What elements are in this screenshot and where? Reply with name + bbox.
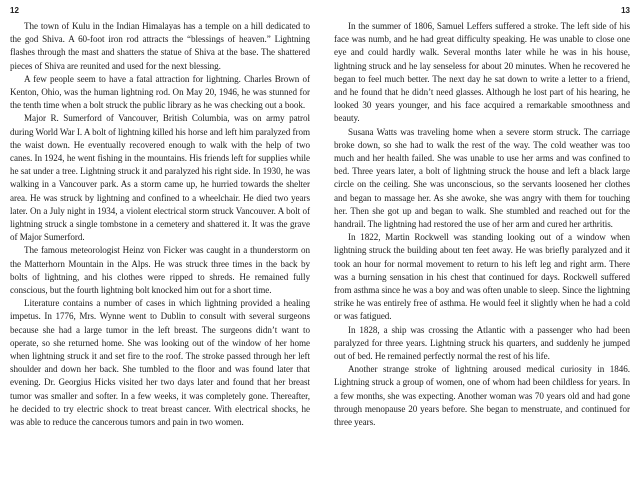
left-page — [10, 6, 310, 486]
right-page-body — [334, 20, 630, 429]
page-number-right: 13 — [621, 6, 630, 15]
paragraph-heinz-von-ficker: The famous meteorologist Heinz von Ficker was caught in a thunderstorm on the Matterhorn Mountain in the Alps. He was struck three times in the back by bolts of lightning, and his clothes were ripped to shreds. He remained fully conscious, but the fourth lightning bolt knocked him out for a short time. — [10, 245, 310, 296]
left-page-body — [10, 20, 310, 429]
paragraph-martin-rockwell: In 1822, Martin Rockwell was standing looking out of a window when lightning struck the building about ten feet away. He was briefly paralyzed and it took an hour for normal movement to return to his left leg and right arm. There was a burning sensation in his chest that continued for days. Rockwell suffered from asthma since he was a boy and was often unable to sleep. Since the lightning strike he was entirely free of asthma. He would feel it slightly when he had a cold or was fatigued. — [334, 232, 630, 322]
paragraph-samuel-leffers: In the summer of 1806, Samuel Leffers suffered a stroke. The left side of his face was numb, and he had great difficulty speaking. He was unable to close one eye and could hardly walk. Several months later while he was in his house, lightning struck and he lay senseless for about 20 minutes. When he recovered he began to feel much better. The next day he sat down to write a letter to a friend, and he found that he didn’t need glasses. Although he lost part of his hearing, he looked 30 years younger, and his face acquired a remarkable smoothness and beauty. — [334, 21, 630, 124]
paragraph-susana-watts: Susana Watts was traveling home when a severe storm struck. The carriage broke down, so she had to walk the rest of the way. The cold weather was too much and her health failed. She was unable to use her arms and was confined to bed. Three years later, a bolt of lightning struck the house and left a black large circle on the ceiling. She was unconscious, so the servants loosened her clothes and began to massage her. As she awoke, she was angry with them for touching her. Then she got up and began to walk. She stumbled and reached out for the handrail. The lightning had restored the use of her arm and cured her arthritis. — [334, 126, 630, 230]
paragraph-group-of-women: Another strange stroke of lightning aroused medical curiosity in 1846. Lightning struck a group of women, one of whom had been childless for years. In a few months, she was expecting. Another woman was 70 years old and had gone through menopause 20 years before. She began to menstruate, and continued for three years. — [334, 364, 630, 428]
paragraph-major-sumerford: Major R. Sumerford of Vancouver, British Columbia, was on army patrol during World War I. A bolt of lightning killed his horse and left him paralyzed from the waist down. He eventually recovered enough to walk with the help of two canes. In 1924, he went fishing in the mountains. His friends left for supplies while he sat under a tree. Lightning struck it and paralyzed his right side. In 1930, he was walking in a Vancouver park. As a storm came up, he hurried towards the shelter area. He was struck by lightning and confined to a wheelchair. He died two years later. On a July night in 1934, a violent electrical storm struck Vancouver. A bolt of lightning struck a single tombstone in a cemetery and shattered it. It was the grave of Major Sumerford. — [10, 113, 310, 243]
paragraph-kulu-temple: The town of Kulu in the Indian Himalayas has a temple on a hill dedicated to the god Shiva. A 60-foot iron rod attracts the “blessings of heaven.” Lightning flashes through the mast and shatters the statue of Shiva at the base. The shattered pieces of Shiva are reunited and used for the next blessing. — [10, 21, 310, 71]
paragraph-atlantic-ship: In 1828, a ship was crossing the Atlantic with a passenger who had been paralyzed for three years. Lightning struck his quarters, and suddenly he jumped out of bed. He remained perfectly normal the rest of his life. — [334, 324, 630, 362]
right-page — [330, 6, 630, 486]
paragraph-charles-brown: A few people seem to have a fatal attraction for lightning. Charles Brown of Kenton, Ohio, was the human lightning rod. On May 20, 1946, he was stunned for the tenth time when a bolt struck the public library as he was checking out a book. — [10, 73, 310, 111]
paragraph-mrs-wynne: Literature contains a number of cases in which lightning provided a healing impetus. In 1776, Mrs. Wynne went to Dublin to consult with several surgeons because she had a large tumor in the left breast. The surgeons didn’t want to operate, so she returned home. She was looking out of the window of her home when lightning struck it and set fire to the roof. The stroke passed through her left shoulder and down her back. She tumbled to the floor and was found later that evening. Dr. Georgius Hicks visited her two days later and found that her breast tumor was smaller and softer. In a few weeks, it was completely gone. Thereafter, he decided to try electric shock to treat breast cancer. With electrical shocks, he was able to reduce the cancerous tumors and pain in two women. — [10, 298, 310, 428]
page-number-left: 12 — [10, 6, 19, 15]
